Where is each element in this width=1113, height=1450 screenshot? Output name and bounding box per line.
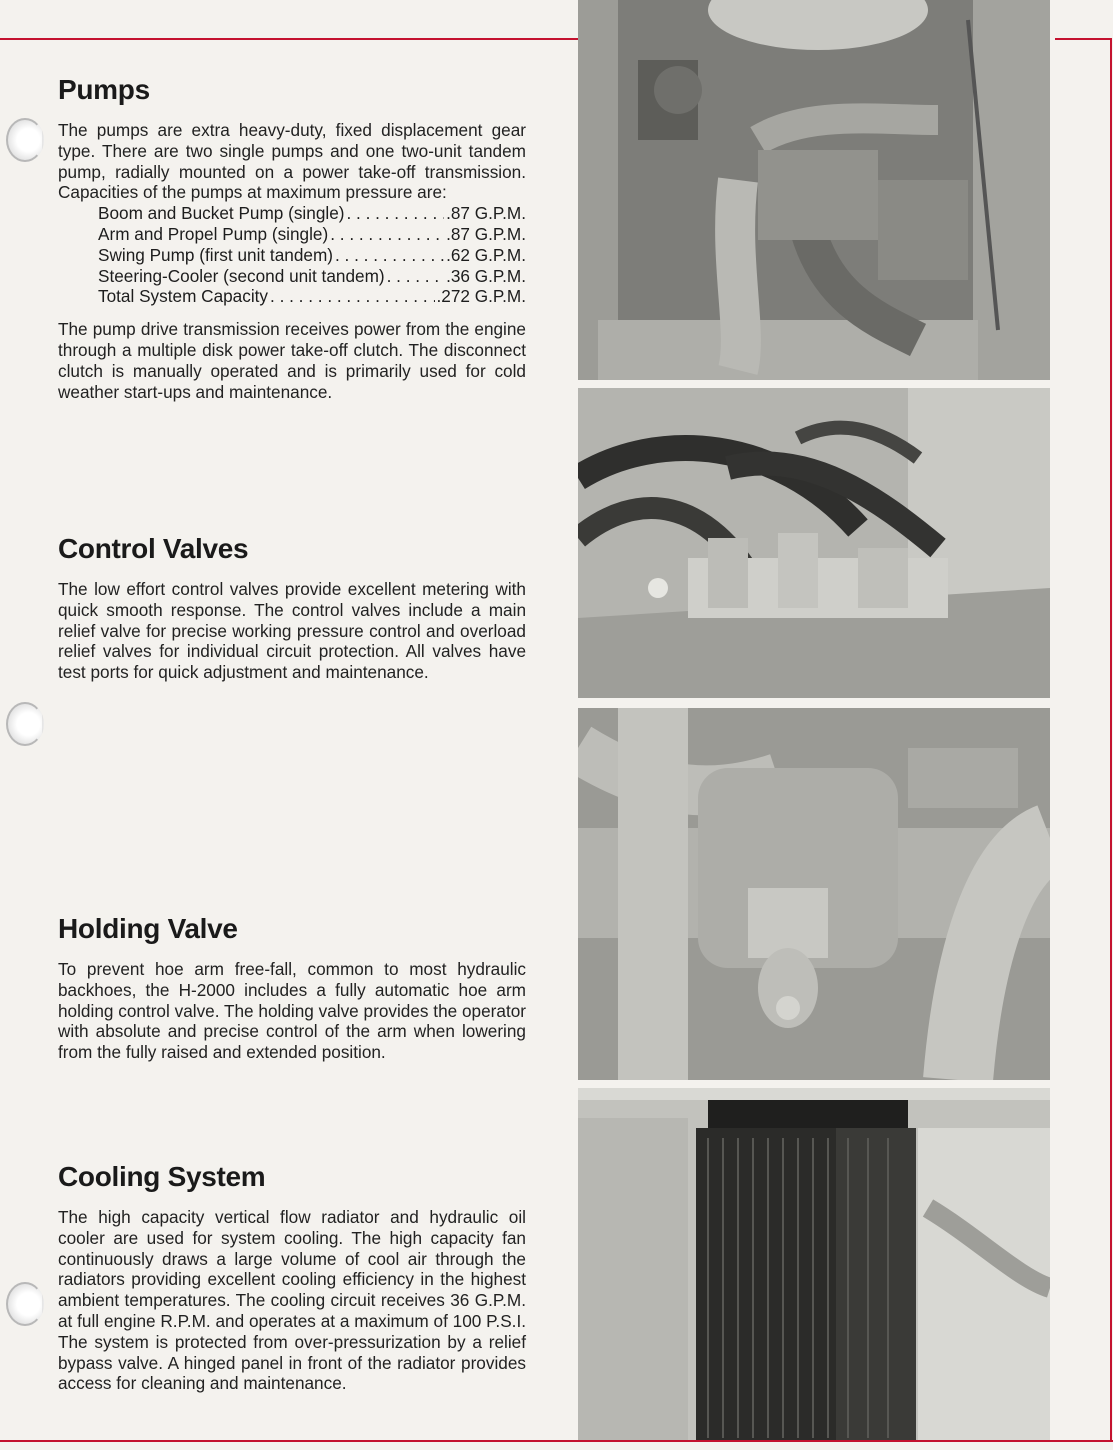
top-right-red-rule bbox=[1055, 38, 1112, 40]
capacity-row: Steering-Cooler (second unit tandem) . . . .36 G.P.M. bbox=[58, 266, 526, 287]
photo-holding-valve bbox=[578, 708, 1050, 1080]
punch-hole-3 bbox=[6, 1282, 44, 1326]
holding-valve-heading: Holding Valve bbox=[58, 913, 238, 944]
capacity-row: Boom and Bucket Pump (single) . . . .87 G.P.M. bbox=[58, 203, 526, 224]
section-pumps bbox=[58, 74, 526, 402]
capacity-row: Swing Pump (first unit tandem) . . . .62 G.P.M. bbox=[58, 245, 526, 266]
photo-pump-assembly bbox=[578, 0, 1050, 380]
photo-radiator bbox=[578, 1088, 1050, 1440]
control-valves-heading: Control Valves bbox=[58, 533, 249, 564]
capacity-row: Total System Capacity . . . .272 G.P.M. bbox=[58, 286, 526, 307]
cooling-system-body: The high capacity vertical flow radiator and hydraulic oil cooler are used for system cooling. The high capacity fan continuously draws a large volume of cool air through the radiators providing excellent cooling efficiency in the highest ambient temperatures. The cooling circuit receives 36 G.P.M. at full engine R.P.M. and operates at a maximum of 100 P.S.I. The system is protected from over-pressurization by a relief bypass valve. A hinged panel in front of the radiator provides access for cleaning and maintenance. bbox=[58, 1207, 526, 1394]
capacity-row: Arm and Propel Pump (single) . . . .87 G.P.M. bbox=[58, 224, 526, 245]
holding-valve-body: To prevent hoe arm free-fall, common to most hydraulic backhoes, the H-2000 includes a fully automatic hoe arm holding control valve. The holding valve provides the operator with absolute and precise control of the arm when lowering from the fully raised and extended position. bbox=[58, 959, 526, 1063]
punch-hole-1 bbox=[6, 118, 44, 162]
section-holding-valve bbox=[58, 913, 526, 1063]
pumps-intro: The pumps are extra heavy-duty, fixed displacement gear type. There are two single pumps and one two-unit tandem pump, radially mounted on a power take-off transmission. Capacities of the pumps at maximum pressure are: bbox=[58, 120, 526, 203]
bottom-red-rule bbox=[0, 1440, 1113, 1442]
top-red-rule bbox=[0, 38, 580, 40]
punch-hole-2 bbox=[6, 702, 44, 746]
pumps-body: The pump drive transmission receives power from the engine through a multiple disk power take-off clutch. The disconnect clutch is manually operated and is primarily used for cold weather start-ups and maintenance. bbox=[58, 319, 526, 402]
right-red-rule bbox=[1110, 38, 1112, 1440]
pumps-heading: Pumps bbox=[58, 74, 150, 105]
section-control-valves bbox=[58, 533, 526, 683]
section-cooling-system bbox=[58, 1161, 526, 1394]
photo-control-valves bbox=[578, 388, 1050, 698]
pump-capacity-table bbox=[58, 203, 526, 307]
cooling-system-heading: Cooling System bbox=[58, 1161, 266, 1192]
control-valves-body: The low effort control valves provide excellent metering with quick smooth response. The control valves include a main relief valve for precise working pressure control and overload relief valves for individual circuit protection. All valves have test ports for quick adjustment and maintenance. bbox=[58, 579, 526, 683]
